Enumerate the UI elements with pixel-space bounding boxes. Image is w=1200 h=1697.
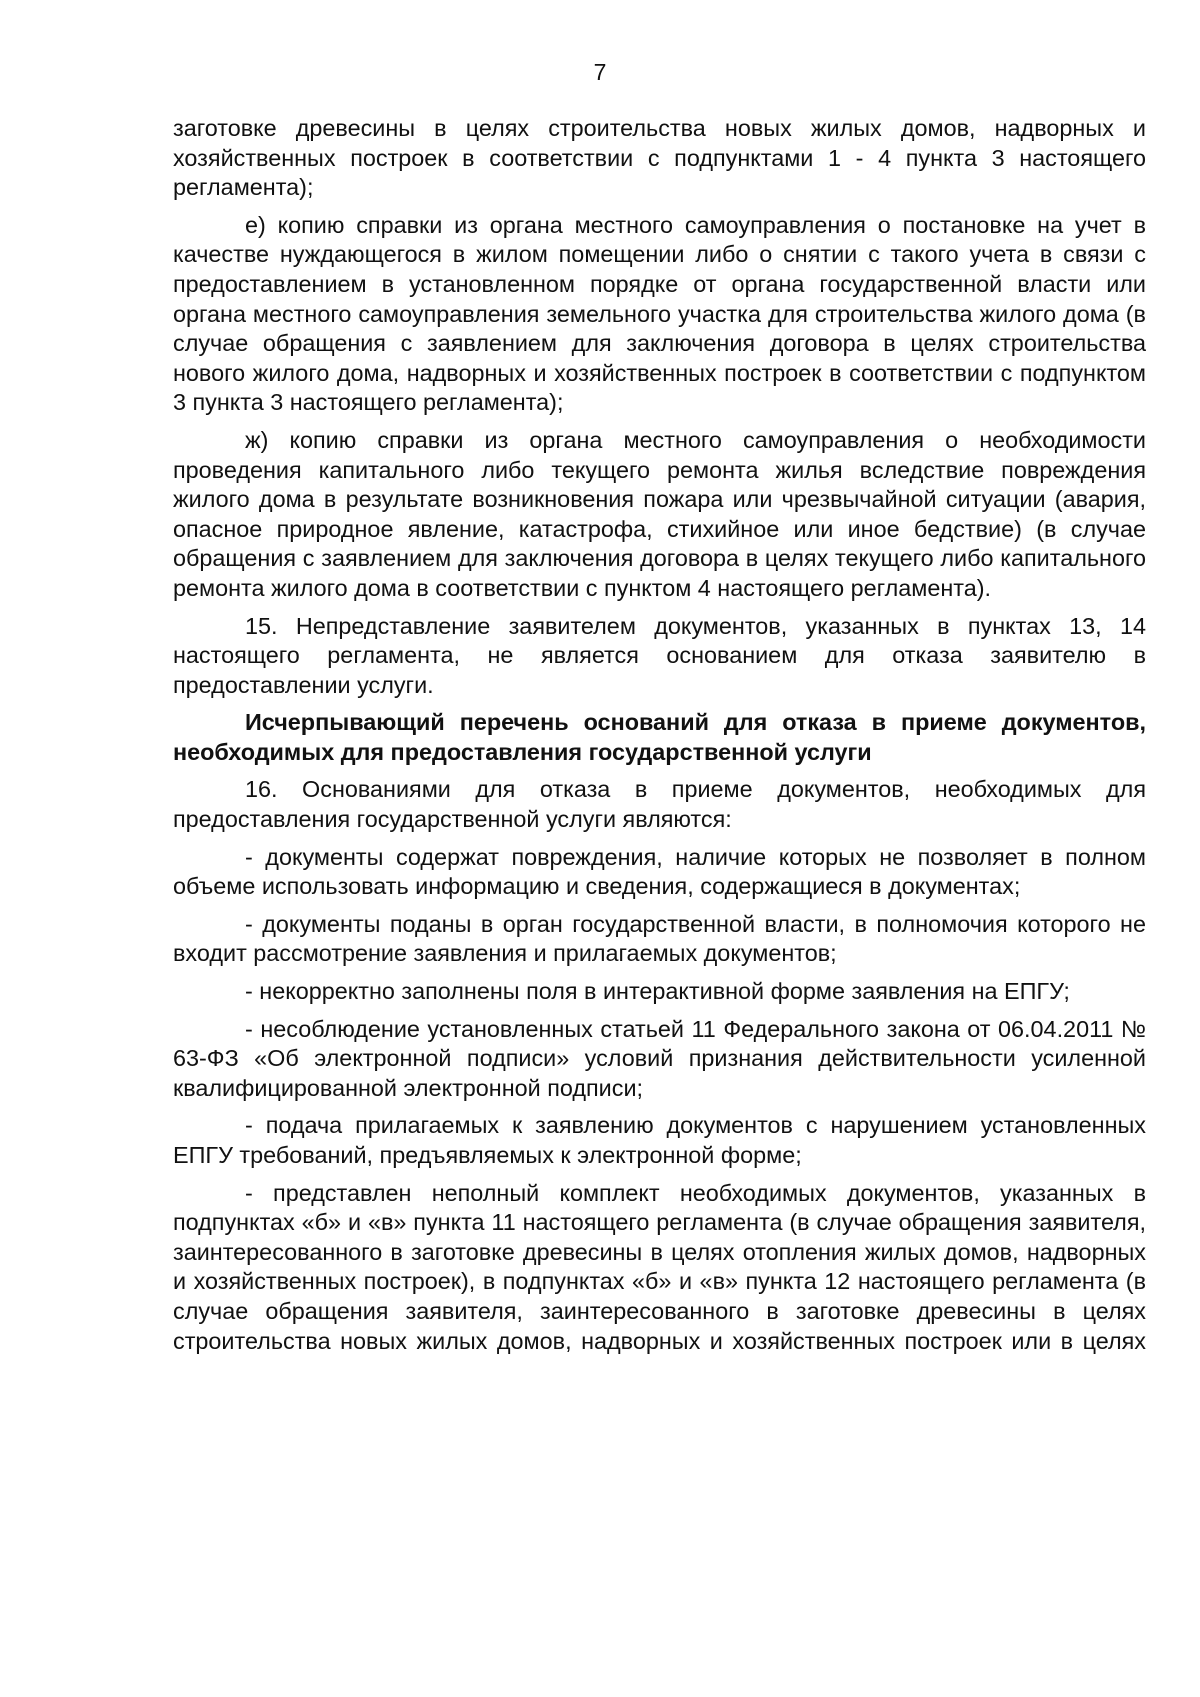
list-item-damaged-documents: - документы содержат повреждения, наличие которых не позволяет в полном объеме использовать информацию и сведения, содержащиеся в документах; [173, 843, 1146, 900]
list-item-incomplete-documents: - представлен неполный комплект необходимых документов, указанных в подпунктах «б» и «в» пункта 11 настоящего регламента (в случае обращения заявителя, заинтересованного в заготовке древесины в целях отопления жилых домов, надворных и хозяйственных построек), в подпунктах «б» и «в» пункта 12 настоящего регламента (в случае обращения заявителя, заинтересованного в заготовке древесины в целях строительства новых жилых домов, надворных и хозяйственных построек или в целях [173, 1179, 1146, 1354]
list-item-wrong-authority: - документы поданы в орган государственной власти, в полномочия которого не входит рассмотрение заявления и прилагаемых документов; [173, 910, 1146, 967]
page-number: 7 [593, 59, 607, 85]
document-body [173, 114, 1146, 1364]
list-item-electronic-form-requirements: - подача прилагаемых к заявлению документов с нарушением установленных ЕПГУ требований, предъявляемых к электронной форме; [173, 1112, 1146, 1168]
list-item-signature-validity: - несоблюдение установленных статьей 11 Федерального закона от 06.04.2011 № 63-ФЗ «Об электронной подписи» условий признания действительности усиленной квалифицированной электронной подписи; [173, 1015, 1146, 1101]
list-item-incorrect-form-fields: - некорректно заполнены поля в интерактивной форме заявления на ЕПГУ; [245, 978, 1070, 1005]
paragraph-item-16: 16. Основаниями для отказа в приеме документов, необходимых для предоставления государственной услуги являются: [173, 776, 1146, 833]
section-heading: Исчерпывающий перечень оснований для отказа в приеме документов, необходимых для предоставления государственной услуги [173, 709, 1146, 765]
paragraph-item-e: е) копию справки из органа местного самоуправления о постановке на учет в качестве нуждающегося в жилом помещении либо о снятии с такого учета в связи с предоставлением в установленном порядке от органа государственной власти или органа местного самоуправления земельного участка для строительства жилого дома (в случае обращения с заявлением для заключения договора в целях строительства нового жилого дома, надворных и хозяйственных построек в соответствии с подпунктом 3 пункта 3 настоящего регламента); [173, 211, 1146, 416]
paragraph-continuation: заготовке древесины в целях строительства новых жилых домов, надворных и хозяйственных построек в соответствии с подпунктами 1 - 4 пункта 3 настоящего регламента); [173, 115, 1146, 201]
paragraph-item-zh: ж) копию справки из органа местного самоуправления о необходимости проведения капитального либо текущего ремонта жилья вследствие повреждения жилого дома в результате возникновения пожара или чрезвычайной ситуации (авария, опасное природное явление, катастрофа, стихийное или иное бедствие) (в случае обращения с заявлением для заключения договора в целях текущего либо капитального ремонта жилого дома в соответствии с пунктом 4 настоящего регламента). [173, 426, 1146, 601]
paragraph-item-15: 15. Непредставление заявителем документов, указанных в пунктах 13, 14 настоящего регламента, не является основанием для отказа заявителю в предоставлении услуги. [173, 612, 1146, 698]
